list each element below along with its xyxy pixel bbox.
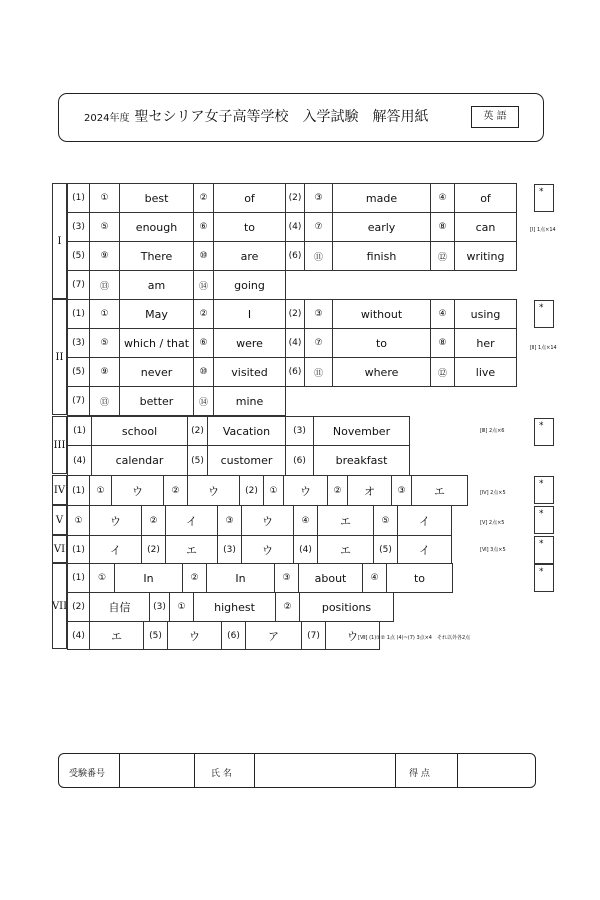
answer-cell[interactable]: イ	[165, 505, 218, 536]
answer-cell[interactable]: エ	[317, 535, 374, 564]
answer-cell[interactable]: November	[313, 416, 410, 446]
exam-year: 2024年度	[84, 113, 130, 124]
subject-box: 英 語	[471, 106, 519, 128]
question-number: (6)	[285, 445, 314, 476]
question-number: ③	[274, 563, 299, 593]
answer-cell[interactable]: エ	[165, 535, 218, 564]
question-number: ①	[89, 183, 120, 213]
question-number: ⑧	[430, 212, 455, 242]
question-number: (2)	[239, 475, 264, 506]
score-mark: *	[539, 303, 544, 313]
answer-cell[interactable]: visited	[213, 357, 286, 387]
answer-cell[interactable]: ウ	[241, 505, 294, 536]
score-mark: *	[539, 539, 544, 549]
answer-cell[interactable]: about	[298, 563, 363, 593]
question-number: ④	[293, 505, 318, 536]
question-number: (1)	[67, 475, 90, 506]
question-number: ②	[141, 505, 166, 536]
section-label: III	[53, 439, 66, 451]
question-number: ⑤	[89, 212, 120, 242]
question-number: (1)	[67, 299, 90, 329]
question-number: ⑨	[89, 357, 120, 387]
question-number: ①	[89, 563, 115, 593]
question-number: (5)	[67, 357, 90, 387]
points-note: [Ⅶ] (1)①② 1点 (4)~(7) 3点×4 それ以外各2点	[358, 635, 471, 641]
question-number: (2)	[141, 535, 166, 564]
answer-cell[interactable]: mine	[213, 386, 286, 416]
answer-cell[interactable]: made	[332, 183, 431, 213]
question-number: (6)	[285, 357, 305, 387]
question-number: (7)	[301, 621, 326, 650]
answer-cell[interactable]: going	[213, 270, 286, 300]
score-box	[534, 418, 554, 446]
answer-cell[interactable]: were	[213, 328, 286, 358]
answer-cell[interactable]: her	[454, 328, 517, 358]
question-number: ⑬	[89, 270, 120, 300]
name-label: 氏 名	[211, 769, 232, 779]
divider	[119, 754, 120, 787]
answer-cell[interactable]: using	[454, 299, 517, 329]
section-label: VII	[51, 600, 68, 612]
question-number: (5)	[187, 445, 208, 476]
question-number: ③	[391, 475, 412, 506]
answer-cell[interactable]: writing	[454, 241, 517, 271]
score-label: 得 点	[409, 769, 430, 779]
question-number: (1)	[67, 416, 92, 446]
question-number: ⑫	[430, 241, 455, 271]
answer-cell[interactable]: イ	[397, 535, 452, 564]
answer-cell[interactable]: without	[332, 299, 431, 329]
question-number: ①	[169, 592, 194, 622]
answer-cell[interactable]: of	[454, 183, 517, 213]
question-number: ③	[304, 183, 333, 213]
answer-cell[interactable]: In	[114, 563, 183, 593]
answer-cell[interactable]: イ	[89, 535, 142, 564]
score-box	[534, 564, 554, 592]
score-mark: *	[539, 479, 544, 489]
question-number: ②	[182, 563, 207, 593]
question-number: ④	[430, 183, 455, 213]
answer-cell[interactable]: better	[119, 386, 194, 416]
answer-cell[interactable]: ウ	[241, 535, 294, 564]
answer-cell[interactable]: of	[213, 183, 286, 213]
points-note: [Ⅰ] 1点×14	[530, 227, 556, 233]
section-label: V	[55, 514, 64, 526]
section-label-box	[52, 535, 67, 563]
score-box	[534, 300, 554, 328]
question-number: (3)	[217, 535, 242, 564]
answer-cell[interactable]: best	[119, 183, 194, 213]
question-number: (2)	[187, 416, 208, 446]
question-number: (2)	[285, 299, 305, 329]
answer-cell[interactable]: There	[119, 241, 194, 271]
answer-cell[interactable]: ウ	[325, 621, 380, 650]
divider	[395, 754, 396, 787]
question-number: ②	[163, 475, 188, 506]
section-label-box	[52, 416, 67, 474]
question-number: ⑨	[89, 241, 120, 271]
question-number: (6)	[285, 241, 305, 271]
question-number: ⑭	[193, 270, 214, 300]
points-note: [Ⅲ] 2点×6	[480, 428, 505, 434]
answer-cell[interactable]: breakfast	[313, 445, 410, 476]
question-number: (5)	[373, 535, 398, 564]
question-number: ⑩	[193, 241, 214, 271]
points-note: [Ⅳ] 2点×5	[480, 490, 506, 496]
answer-cell[interactable]: ウ	[89, 505, 142, 536]
answer-cell[interactable]: to	[332, 328, 431, 358]
section-label: I	[57, 235, 62, 247]
score-mark: *	[539, 187, 544, 197]
answer-cell[interactable]: ア	[245, 621, 302, 650]
score-mark: *	[539, 421, 544, 431]
question-number: ⑫	[430, 357, 455, 387]
question-number: ②	[193, 299, 214, 329]
section-label-box	[52, 475, 67, 505]
answer-cell[interactable]: ウ	[167, 621, 222, 650]
question-number: (4)	[285, 328, 305, 358]
score-box	[534, 536, 554, 564]
section-label: II	[55, 351, 64, 363]
question-number: ⑥	[193, 328, 214, 358]
question-number: ②	[193, 183, 214, 213]
question-number: ①	[89, 299, 120, 329]
answer-cell[interactable]: I	[213, 299, 286, 329]
section-label-box	[52, 183, 67, 299]
answer-cell[interactable]: to	[213, 212, 286, 242]
section-label-box	[52, 505, 67, 535]
answer-cell[interactable]: which / that	[119, 328, 194, 358]
question-number: (6)	[221, 621, 246, 650]
answer-cell[interactable]: ウ	[111, 475, 164, 506]
exam-number-label: 受験番号	[69, 769, 106, 779]
question-number: ⑦	[304, 328, 333, 358]
question-number: (1)	[67, 183, 90, 213]
question-number: ②	[275, 592, 300, 622]
question-number: ③	[304, 299, 333, 329]
answer-cell[interactable]: エ	[89, 621, 144, 650]
score-box	[534, 476, 554, 504]
answer-cell[interactable]: エ	[411, 475, 468, 506]
answer-cell[interactable]: school	[91, 416, 188, 446]
question-number: (3)	[149, 592, 170, 622]
score-mark: *	[539, 567, 544, 577]
score-mark: *	[539, 509, 544, 519]
answer-cell[interactable]: positions	[299, 592, 394, 622]
question-number: ④	[430, 299, 455, 329]
question-number: ⑭	[193, 386, 214, 416]
footer-box	[58, 753, 536, 788]
answer-cell[interactable]: ウ	[283, 475, 328, 506]
question-number: ⑦	[304, 212, 333, 242]
answer-cell[interactable]: 自信	[89, 592, 150, 622]
question-number: (1)	[67, 563, 90, 593]
question-number: ⑧	[430, 328, 455, 358]
answer-cell[interactable]: オ	[347, 475, 392, 506]
answer-cell[interactable]: highest	[193, 592, 276, 622]
answer-cell[interactable]: enough	[119, 212, 194, 242]
question-number: (7)	[67, 386, 90, 416]
answer-cell[interactable]: customer	[207, 445, 286, 476]
question-number: ⑤	[373, 505, 398, 536]
page-title	[84, 106, 428, 126]
divider	[457, 754, 458, 787]
answer-cell[interactable]: エ	[317, 505, 374, 536]
question-number: ⑤	[89, 328, 120, 358]
question-number: (2)	[67, 592, 90, 622]
answer-cell[interactable]: イ	[397, 505, 452, 536]
question-number: (3)	[67, 328, 90, 358]
question-number: ③	[217, 505, 242, 536]
question-number: ⑩	[193, 357, 214, 387]
section-label: VI	[53, 543, 66, 555]
answer-cell[interactable]: are	[213, 241, 286, 271]
question-number: (4)	[67, 621, 90, 650]
section-label-box	[52, 563, 67, 649]
answer-cell[interactable]: live	[454, 357, 517, 387]
score-box	[534, 184, 554, 212]
question-number: ①	[263, 475, 284, 506]
divider	[254, 754, 255, 787]
question-number: (2)	[285, 183, 305, 213]
answer-cell[interactable]: calendar	[91, 445, 188, 476]
question-number: (4)	[293, 535, 318, 564]
answer-cell[interactable]: never	[119, 357, 194, 387]
question-number: (1)	[67, 535, 90, 564]
question-number: ⑥	[193, 212, 214, 242]
answer-cell[interactable]: early	[332, 212, 431, 242]
title-text: 聖セシリア女子高等学校 入学試験 解答用紙	[134, 109, 429, 125]
question-number: ①	[89, 475, 112, 506]
section-label-box	[52, 299, 67, 415]
answer-cell[interactable]: In	[206, 563, 275, 593]
section-label: IV	[53, 484, 66, 496]
answer-cell[interactable]: where	[332, 357, 431, 387]
question-number: ⑪	[304, 241, 333, 271]
answer-cell[interactable]: May	[119, 299, 194, 329]
score-box	[534, 506, 554, 534]
question-number: ②	[327, 475, 348, 506]
question-number: (4)	[67, 445, 92, 476]
answer-cell[interactable]: ウ	[187, 475, 240, 506]
question-number: ④	[362, 563, 387, 593]
answer-cell[interactable]: can	[454, 212, 517, 242]
question-number: ①	[67, 505, 90, 536]
question-number: (7)	[67, 270, 90, 300]
answer-cell[interactable]: to	[386, 563, 453, 593]
question-number: (5)	[143, 621, 168, 650]
question-number: (4)	[285, 212, 305, 242]
points-note: [Ⅵ] 3点×5	[480, 547, 506, 553]
answer-cell[interactable]: finish	[332, 241, 431, 271]
question-number: (3)	[285, 416, 314, 446]
question-number: (3)	[67, 212, 90, 242]
divider	[194, 754, 195, 787]
question-number: ⑪	[304, 357, 333, 387]
answer-cell[interactable]: Vacation	[207, 416, 286, 446]
question-number: ⑬	[89, 386, 120, 416]
points-note: [Ⅴ] 2点×5	[480, 520, 505, 526]
points-note: [Ⅱ] 1点×14	[530, 345, 557, 351]
question-number: (5)	[67, 241, 90, 271]
header-box	[58, 93, 544, 142]
answer-cell[interactable]: am	[119, 270, 194, 300]
